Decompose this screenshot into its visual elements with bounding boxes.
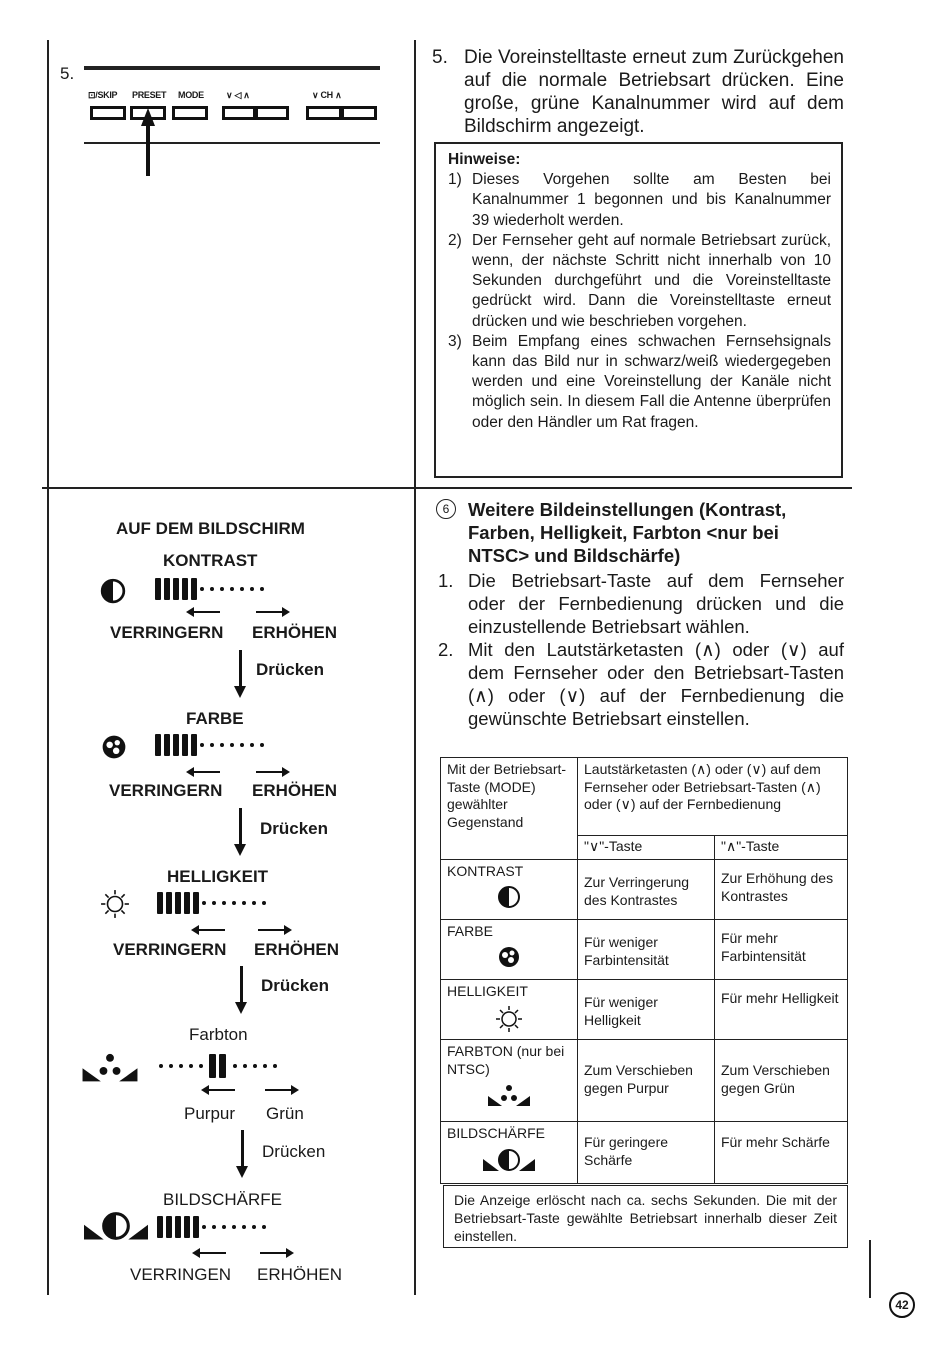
- hint-item: 2) Der Fernseher geht auf normale Betriebsart zurück, wenn, der nächste Schritt nicht innerhalb von 10 Sekunden durchgeführt und die Voreinstelltaste gedrückt wird. Dann die Voreinstelltaste erneut drücken und wie beschrieben vorgehen.: [448, 231, 831, 330]
- sharpness-icon: [483, 1147, 535, 1173]
- panel-top-edge: [84, 66, 380, 70]
- erhoehen-label: ERHÖHEN: [257, 1265, 343, 1284]
- druecken-label: Drücken: [256, 660, 325, 679]
- farbton-label: Farbton: [189, 1025, 248, 1044]
- center-divider: [414, 40, 416, 1295]
- down-arrow: [241, 1130, 244, 1170]
- step5: [432, 46, 844, 138]
- down-arrow: [240, 966, 243, 1006]
- druecken-label: Drücken: [261, 976, 330, 995]
- verringern-label: VERRINGERN: [113, 940, 227, 959]
- table-note: Die Anzeige erlöscht nach ca. sechs Sekunden. Die mit der Betriebsart-Taste gewählte Betriebsart innerhalb dieser Zeit einstellen.: [443, 1185, 848, 1248]
- increase-arrow: [260, 1252, 290, 1254]
- increase-arrow: [258, 929, 288, 931]
- gruen-label: Grün: [266, 1104, 304, 1123]
- erhoehen-label: ERHÖHEN: [254, 940, 340, 959]
- mode-label: MODE: [178, 90, 204, 100]
- druecken-label: Drücken: [260, 819, 329, 838]
- step5-label: 5.: [60, 64, 75, 83]
- section-6-heading: 6 Weitere Bildeinstellungen (Kontrast, Farben, Helligkeit, Farbton <nur bei NTSC> und Bildschärfe): [436, 498, 844, 567]
- color-icon: [497, 945, 521, 969]
- down-arrow: [239, 650, 242, 690]
- sharpness-icon: [82, 1210, 150, 1242]
- right-border: [869, 1240, 871, 1298]
- settings-table: [440, 757, 848, 1184]
- decrease-arrow: [196, 1252, 226, 1254]
- tint-icon: [488, 1082, 530, 1108]
- farbton-bar: [159, 1054, 283, 1078]
- decrease-arrow: [190, 771, 220, 773]
- helligkeit-bar: [157, 892, 272, 914]
- decrease-arrow: [190, 611, 220, 613]
- pointer-arrow: [138, 108, 158, 178]
- hint-item: 3) Beim Empfang eines schwachen Fernsehsignals kann das Bild nur in schwarz/weiß wiedergegeben werden und eine Voreinstellung der Kanäle nicht möglich sein. In diesem Fall die Antenne überprüfen oder den Händler um Rat fragen.: [448, 332, 831, 431]
- decrease-arrow: [195, 929, 225, 931]
- erhoehen-label: ERHÖHEN: [252, 781, 338, 800]
- bildschaerfe-label: BILDSCHÄRFE: [163, 1190, 283, 1209]
- table-row: FARBTON (nur bei NTSC) Zum Verschieben gegen Purpur Zum Verschieben gegen Grün: [441, 1040, 848, 1122]
- step-item: 2. Mit den Lautstärketasten (∧) oder (∨) auf dem Fernseher oder den Betriebsart-Tasten (∧) oder (∨) auf der Fernbedienung die gewünschte Betriebsart einstellen.: [438, 639, 844, 729]
- hint-item: 1) Dieses Vorgehen sollte am Besten bei Kanalnummer 1 begonnen und bis Kanalnummer 39 wiederholt werden.: [448, 171, 831, 229]
- skip-button[interactable]: [90, 106, 126, 120]
- skip-label: ⊡/SKIP: [88, 90, 118, 100]
- hints-title: Hinweise:: [448, 151, 521, 168]
- brightness-icon: [495, 1005, 523, 1033]
- table-row: KONTRAST Zur Verringerung des Kontrastes Zur Erhöhung des Kontrastes: [441, 860, 848, 920]
- section-6: [436, 498, 844, 730]
- osd-title: AUF DEM BILDSCHIRM: [116, 519, 305, 538]
- step-item: 1. Die Betriebsart-Taste auf dem Fernseher oder der Fernbedienung drücken und die einzustellende Betriebsart wählen.: [438, 570, 844, 637]
- preset-label: PRESET: [132, 90, 167, 100]
- brightness-icon: [100, 889, 130, 919]
- mode-button[interactable]: [172, 106, 208, 120]
- increase-arrow: [256, 611, 286, 613]
- verringern-label: VERRINGERN: [110, 623, 224, 642]
- bildschaerfe-bar: [157, 1216, 272, 1238]
- farbe-label: FARBE: [186, 709, 244, 728]
- kontrast-label: KONTRAST: [163, 551, 258, 570]
- hints-box: [434, 142, 843, 478]
- druecken-label: Drücken: [262, 1142, 326, 1161]
- purpur-label: Purpur: [184, 1104, 236, 1123]
- volume-up-button[interactable]: [255, 106, 289, 120]
- helligkeit-label: HELLIGKEIT: [167, 867, 269, 886]
- decrease-arrow: [205, 1089, 235, 1091]
- page-number: 42: [889, 1292, 915, 1318]
- channel-up-button[interactable]: [341, 106, 377, 120]
- panel-bottom-edge: [84, 142, 380, 144]
- table-header-keys: Lautstärketasten (∧) oder (∨) auf dem Fernseher oder Betriebsart-Tasten (∧) oder (∨) auf der Fernbedienung: [578, 758, 848, 836]
- left-border: [47, 40, 49, 1295]
- volume-down-button[interactable]: [222, 106, 256, 120]
- channel-down-button[interactable]: [306, 106, 342, 120]
- volume-label: ∨ ◁ ∧: [226, 90, 250, 100]
- table-row: BILDSCHÄRFE Für geringere Schärfe Für mehr Schärfe: [441, 1122, 848, 1184]
- contrast-icon: [100, 578, 126, 604]
- table-row: HELLIGKEIT Für weniger Helligkeit Für mehr Helligkeit: [441, 980, 848, 1040]
- section-number-circle: 6: [436, 499, 456, 519]
- step5-text: Die Voreinstelltaste erneut zum Zurückgehen auf die normale Betriebsart drücken. Eine große, grüne Kanalnummer wird auf dem Bildschirm angezeigt.: [464, 47, 844, 137]
- section-divider: [42, 487, 852, 489]
- increase-arrow: [256, 771, 286, 773]
- verringern-label: VERRINGERN: [109, 781, 223, 800]
- table-row: FARBE Für weniger Farbintensität Für mehr Farbintensität: [441, 920, 848, 980]
- down-arrow: [239, 808, 242, 848]
- verringen-label: VERRINGEN: [130, 1265, 232, 1284]
- table-subheader-down: "∨"-Taste: [578, 836, 715, 860]
- step5-number: 5.: [432, 47, 448, 68]
- table-header-item: Mit der Betriebsart-Taste (MODE) gewählter Gegenstand: [441, 758, 578, 860]
- erhoehen-label: ERHÖHEN: [252, 623, 338, 642]
- farbe-bar: [155, 734, 270, 756]
- contrast-icon: [497, 885, 521, 909]
- tint-icon: [78, 1050, 142, 1084]
- channel-label: ∨ CH ∧: [312, 90, 342, 100]
- color-icon: [101, 734, 127, 760]
- kontrast-bar: [155, 578, 270, 600]
- increase-arrow: [265, 1089, 295, 1091]
- table-subheader-up: "∧"-Taste: [715, 836, 848, 860]
